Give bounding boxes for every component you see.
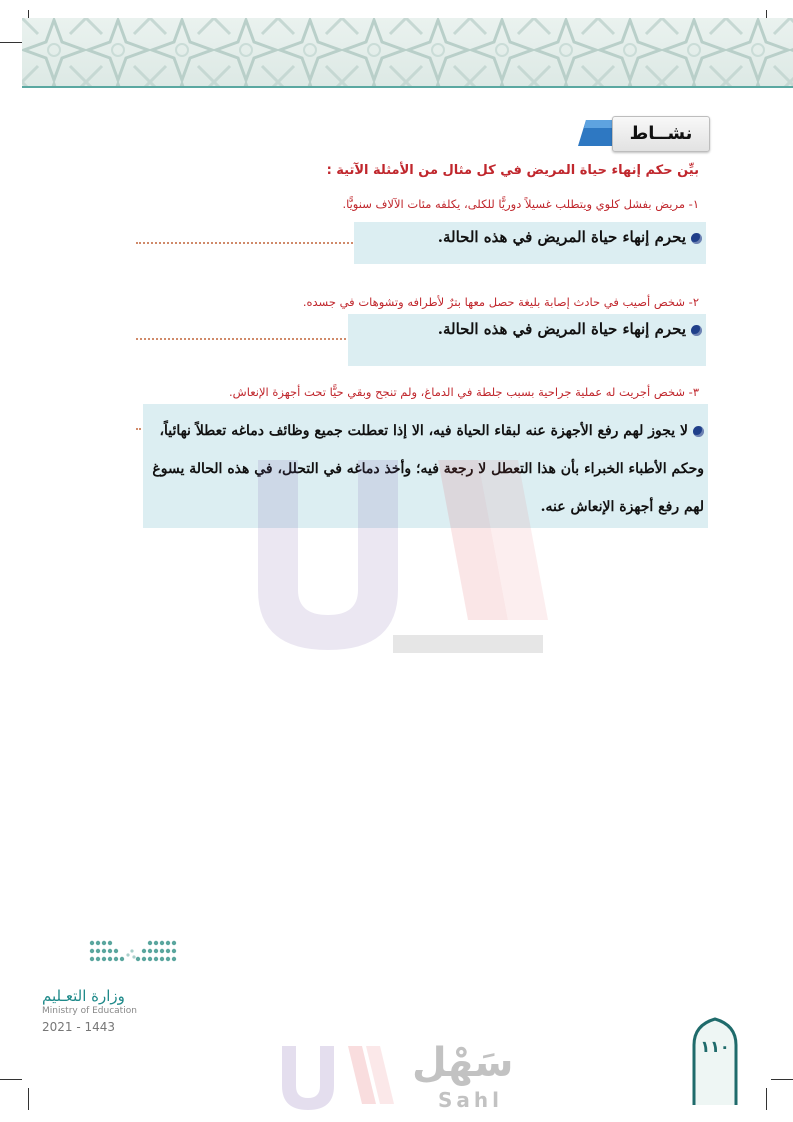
crop-mark [0, 42, 22, 43]
answer-3-line: لهم رفع أجهزة الإنعاش عنه. [540, 499, 704, 515]
edition-year: 2021 - 1443 [42, 1020, 116, 1034]
header-pattern-band [22, 18, 793, 88]
geometric-pattern-icon [22, 18, 793, 86]
question-2: ٢- شخص أصيب في حادث إصابة بليغة حصل معها بترٌ لأطرافه وتشوهات في جسده. [302, 295, 699, 309]
bullet-icon [691, 233, 702, 244]
crop-mark [771, 1079, 793, 1080]
ministry-name-english: Ministry of Education [42, 1006, 137, 1016]
answer-2-text: يحرم إنهاء حياة المريض في هذه الحالة. [437, 320, 686, 338]
crop-mark [28, 1088, 29, 1110]
answer-3-line: لا يجوز لهم رفع الأجهزة عنه لبقاء الحياة فيه، الا إذا تعطلت جميع وظائف دماغه تعطلاً نهائياً، [149, 412, 704, 450]
answer-box-1 [354, 222, 706, 264]
watermark-english: Sahl [438, 1088, 503, 1112]
crop-mark [0, 1079, 22, 1080]
activity-prompt: بيِّن حكم إنهاء حياة المريض في كل مثال من الأمثلة الآتية : [326, 163, 699, 178]
question-1: ١- مريض بفشل كلوي ويتطلب غسيلاً دوريًّا للكلى، يكلفه مئات الآلاف سنويًّا. [342, 197, 699, 211]
watermark-arabic: سَهْل [412, 1040, 514, 1086]
arch-frame-icon [690, 1015, 740, 1105]
question-3: ٣- شخص أجريت له عملية جراحية بسبب جلطة في الدماغ، ولم تنجح وبقي حيًّا تحت أجهزة الإنعاش. [229, 385, 699, 399]
ministry-name-arabic: وزارة التعـليم [42, 987, 125, 1005]
ministry-logo-icon [86, 935, 180, 971]
answer-1-text: يحرم إنهاء حياة المريض في هذه الحالة. [437, 228, 686, 246]
watermark-logo [238, 440, 558, 674]
answer-3-line: وحكم الأطباء الخبراء بأن هذا التعطل لا رجعة فيه؛ وأخذ دماغه في التحلل، في هذه الحالة يسوغ [152, 461, 704, 477]
bullet-icon [691, 325, 702, 336]
crop-mark [766, 1088, 767, 1110]
sahl-logo-icon [276, 1042, 406, 1114]
answer-dotted-line [136, 242, 356, 244]
activity-label: نشــاط [612, 116, 710, 152]
page-number: ١١٠ [700, 1037, 730, 1056]
answer-dotted-line [136, 338, 350, 340]
sahl-logo-icon [238, 440, 558, 670]
answer-box-2 [348, 314, 706, 366]
bullet-icon [693, 426, 704, 437]
page-number-badge [690, 1015, 740, 1105]
activity-tab [574, 116, 710, 150]
